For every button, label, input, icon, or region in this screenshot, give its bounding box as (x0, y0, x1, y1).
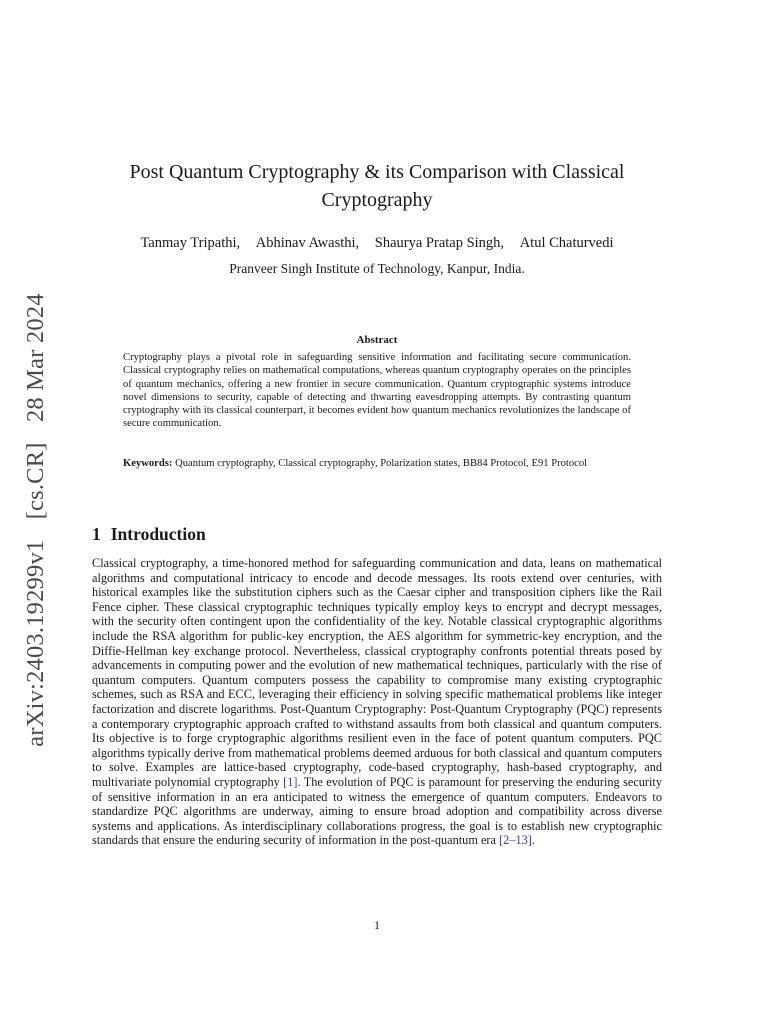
affiliation: Pranveer Singh Institute of Technology, Kanpur, India. (229, 261, 525, 276)
citation-link[interactable]: [1] (283, 774, 298, 789)
page-number: 1 (374, 918, 380, 932)
keywords-text: Quantum cryptography, Classical cryptography, Polarization states, BB84 Protocol, E91 Protocol (175, 458, 588, 469)
paper-title: Post Quantum Cryptography & its Comparison with Classical Cryptography (129, 161, 625, 211)
keywords-label: Keywords: (123, 458, 173, 469)
arxiv-sidebar-stamp (22, 286, 50, 753)
section-title: Introduction (110, 524, 206, 544)
arxiv-date: 28 Mar 2024 (22, 293, 49, 423)
author-name: Tanmay Tripathi, (140, 235, 241, 251)
author-name: Abhinav Awasthi, (255, 235, 360, 251)
intro-text-part: . The evolution of PQC is paramount for preserving the enduring security of sensitive information in an era anticipated to witness the emergence of quantum computers. Endeavors to standardize PQC algorithms are underway, aiming to ensure broad adoption and compatibility across diverse systems and applications. As interdisciplinary collaborations progress, the goal is to establish new cryptographic standards that ensure the enduring security of information in the post-quantum era (92, 774, 663, 848)
author-list (92, 235, 662, 252)
citation-link[interactable]: [2–13] (499, 833, 532, 848)
arxiv-id[interactable]: arXiv:2403.19299v1 (22, 539, 49, 747)
author-name: Shaurya Pratap Singh, (374, 235, 505, 251)
arxiv-category: [cs.CR] (22, 442, 49, 520)
keywords (123, 457, 631, 470)
abstract-text: Cryptography plays a pivotal role in safeguarding sensitive information and facilitating secure communication. Classical cryptography relies on mathematical computations, whereas quantum cryptography operates on the principles of quantum mechanics, offering a new frontier in secure communication. Quantum cryptographic systems introduce novel dimensions to security, capable of detecting and thwarting eavesdropping attempts. By contrasting quantum cryptography with its classical counterpart, it becomes evident how quantum mechanics revolutionizes the landscape of secure communication. (123, 352, 631, 430)
introduction-paragraph (92, 556, 662, 848)
intro-text-part: . (531, 833, 535, 848)
intro-text-part: Classical cryptography, a time-honored method for safeguarding communication and data, leans on mathematical algorithms and computational intricacy to encode and decode messages. Its roots extend over centuries, with historical examples like the substitution ciphers such as the Caesar cipher and transposition ciphers like the Rail Fence cipher. These classical cryptographic techniques typically employ keys to encrypt and decrypt messages, with the security often contingent upon the confidentiality of the key. Notable classical cryptographic algorithms include the RSA algorithm for public-key encryption, the AES algorithm for symmetric-key encryption, and the Diffie-Hellman key exchange protocol. Nevertheless, classical cryptography confronts potential threats posed by advancements in computing power and the evolution of new mathematical techniques, particularly with the rise of quantum computers. Quantum computers possess the capability to compromise many existing cryptographic schemes, such as RSA and ECC, leveraging their efficiency in solving specific mathematical problems like integer factorization and discrete logarithms. Post-Quantum Cryptography: Post-Quantum Cryptography (PQC) represents a contemporary cryptographic approach crafted to withstand assaults from both classical and quantum computers. Its objective is to forge cryptographic algorithms resilient even in the face of potent quantum computers. PQC algorithms typically derive from mathematical problems deemed arduous for both classical and quantum computers to solve. Examples are lattice-based cryptography, code-based cryptography, hash-based cryptography, and multivariate polynomial cryptography (92, 556, 662, 789)
abstract-heading: Abstract (356, 334, 398, 346)
section-number: 1 (92, 524, 101, 544)
section-heading (92, 524, 206, 545)
author-name: Atul Chaturvedi (519, 235, 614, 251)
